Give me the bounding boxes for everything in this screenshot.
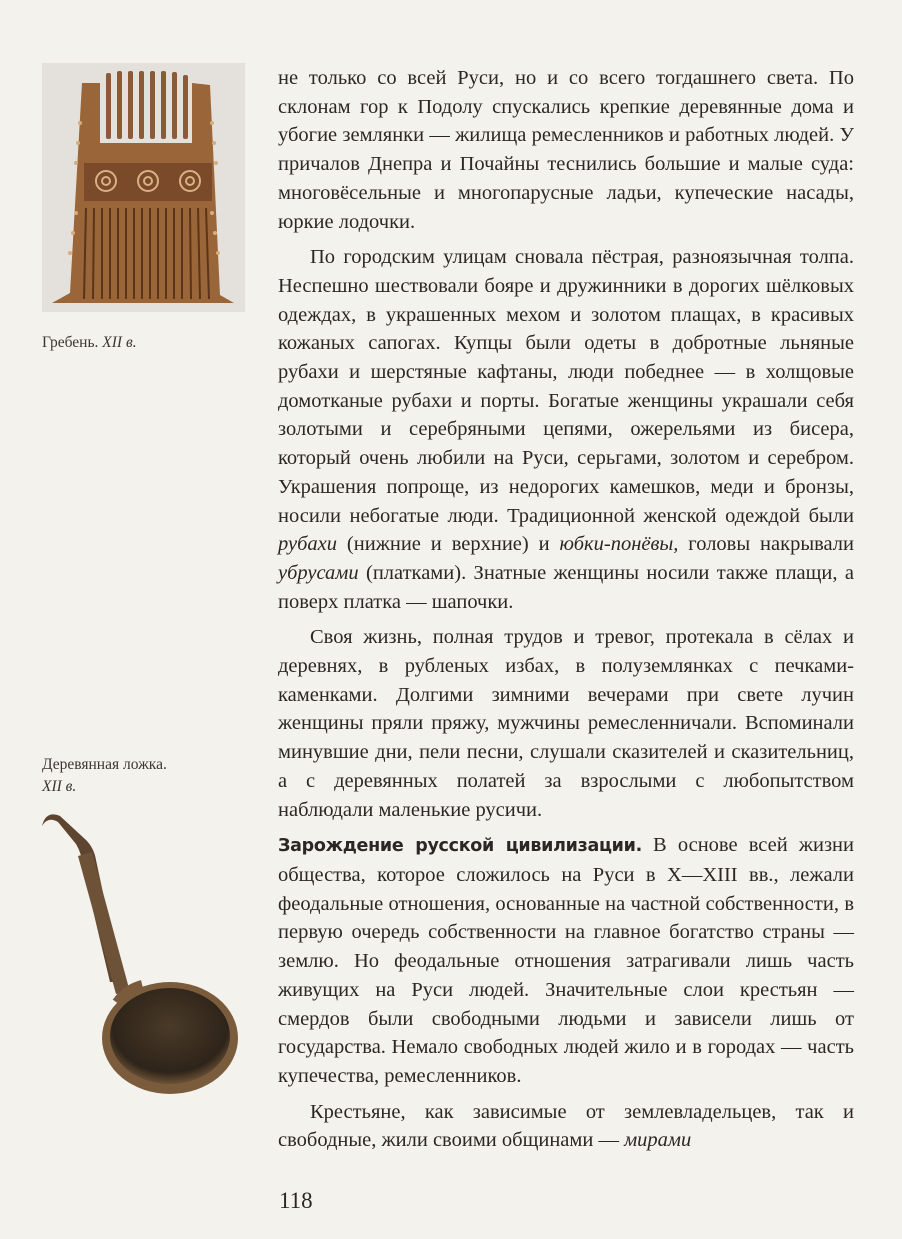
paragraph	[278, 243, 854, 616]
text-run: В основе всей жизни общества, которое сложилось на Руси в X—XIII вв., лежали феодальные отношения, основанные на частной собственности, в первую очередь собственности на главное богатство страны — землю. Но феодальные отношения затрагивали лишь часть живущих на Руси людей. Значительные слои крестьян — смердов были свободными людьми и зависели лишь от государства. Немало свободных людей жило и в городах — часть купечества, ремесленников.	[278, 834, 854, 1087]
paragraph	[278, 64, 854, 236]
text-run: не только со всей Руси, но и со всего тогдашнего света. По склонам гор к Подолу спускались крепкие деревянные дома и убогие землянки — жилища ремесленников и работных людей. У причалов Днепра и Почайны теснились большие и малые суда: многовёсельные и многопарусные ладьи, купеческие насады, юркие лодочки.	[278, 67, 854, 233]
section-heading: Зарождение русской цивилизации.	[278, 836, 642, 857]
text-run: (платками). Знатные женщины носили также плащи, а поверх платка — шапочки.	[278, 561, 854, 613]
text-run: Своя жизнь, полная трудов и тревог, протекала в сёлах и деревнях, в рубленых избах, в полуземлянках с печками-каменками. Долгими зимними вечерами при свете лучин женщины пряли пряжу, мужчины ремесленничали. Вспоминали минувшие дни, пели песни, слушали сказителей и сказительниц, а с деревянных полатей за взрослыми с любопытством наблюдали маленькие русичи.	[278, 626, 854, 821]
term-emphasis: юбки-понёвы,	[559, 533, 679, 556]
comb-caption	[42, 332, 137, 354]
paragraph	[278, 831, 854, 1090]
comb-caption-century: XII в.	[102, 334, 137, 351]
main-text	[278, 64, 854, 1155]
text-run: Крестьяне, как зависимые от землевладельцев, так и свободные, жили своими общинами —	[278, 1100, 854, 1152]
spoon-caption-text: Деревянная ложка.	[42, 756, 167, 773]
paragraph	[278, 623, 854, 824]
text-run: (нижние и верхние) и	[337, 533, 560, 556]
paragraph	[278, 1098, 854, 1155]
page-number: 118	[279, 1188, 313, 1213]
spoon-caption-century: XII в.	[42, 778, 77, 795]
term-emphasis: рубахи	[278, 533, 337, 556]
spoon-photo	[30, 812, 260, 1110]
spoon-caption	[42, 754, 167, 798]
term-emphasis: мирами	[624, 1129, 692, 1152]
comb-photo	[42, 63, 245, 312]
text-run: головы накрывали	[678, 533, 854, 556]
comb-caption-text: Гребень.	[42, 334, 99, 351]
text-run: По городским улицам сновала пёстрая, разноязычная толпа. Неспешно шествовали бояре и дружинники в дорогих шёлковых одеждах, в украшенных мехом и золотом плащах, в красивых кожаных сапогах. Купцы были одеты в добротные льняные рубахи и шерстяные кафтаны, люди победнее — в холщовые домотканые рубахи и порты. Богатые женщины украшали себя золотыми и серебряными цепями, ожерельями из бисера, который очень любили на Руси, серьгами, золотом и серебром. Украшения попроще, из недорогих камешков, меди и бронзы, носили небогатые люди. Традиционной женской одеждой были	[278, 246, 854, 527]
comb-illustration	[42, 63, 245, 312]
term-emphasis: убрусами	[278, 561, 359, 584]
spoon-illustration	[30, 812, 260, 1110]
